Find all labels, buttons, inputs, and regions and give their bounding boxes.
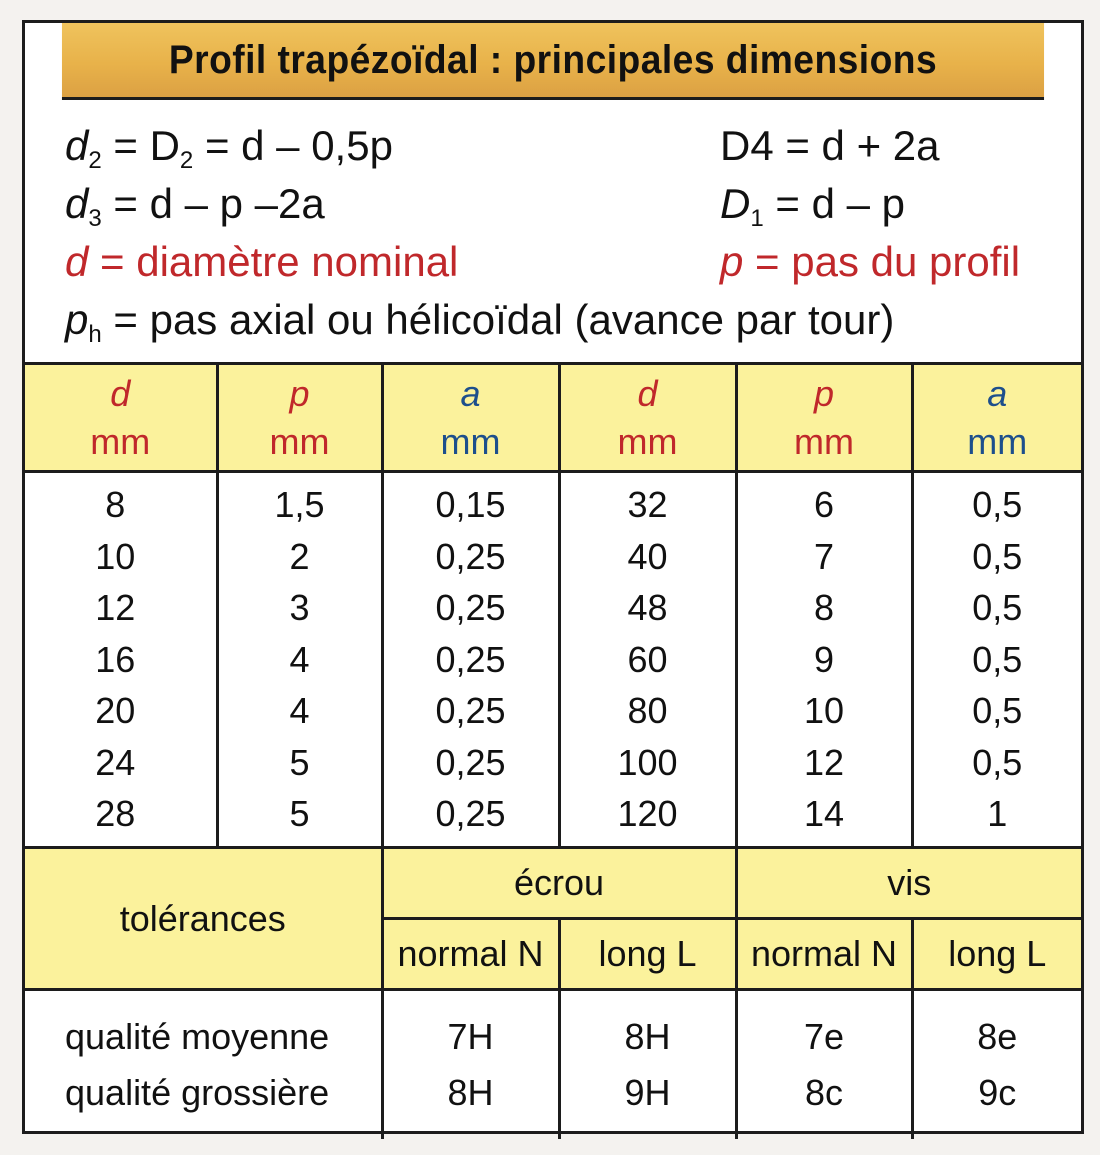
formula-D4: D4 = d + 2a <box>720 122 940 169</box>
cell-a-left: 0,25 <box>435 535 506 577</box>
column-d-right <box>559 472 736 848</box>
formula-d3-subscript: 3 <box>88 205 102 232</box>
formula-d3 <box>65 180 325 233</box>
tolerance-value: 9H <box>624 1072 671 1113</box>
tolerance-value: 7e <box>803 1016 845 1057</box>
tolerances-table <box>25 849 1081 1139</box>
cell-a-right: 0,5 <box>972 638 1023 680</box>
tolerance-value: 8H <box>624 1016 671 1057</box>
header-var: d <box>110 372 131 414</box>
formula-d2-expression: = d – 0,5p <box>193 122 393 169</box>
cell-p-left: 3 <box>289 587 310 629</box>
cell-d-right: 48 <box>627 587 668 629</box>
definition-ph-text: = pas axial ou hélicoïdal (avance par tour) <box>101 296 895 343</box>
cell-a-right: 1 <box>987 793 1008 835</box>
tolerance-value: 8H <box>447 1072 494 1113</box>
cell-a-right: 0,5 <box>972 483 1023 525</box>
header-var: p <box>813 372 835 414</box>
cell-p-right: 7 <box>813 535 835 577</box>
cell-p-left: 4 <box>289 638 310 680</box>
definition-d <box>65 238 458 286</box>
cell-a-right: 0,5 <box>972 741 1023 783</box>
column-p-right <box>736 472 912 848</box>
formula-d2-equals-D: = D <box>101 122 180 169</box>
ecrou-normal-header: normal N <box>382 919 559 990</box>
column-a-left <box>382 472 559 848</box>
cell-p-right: 10 <box>803 690 845 732</box>
formula-d3-expression: = d – p –2a <box>101 180 325 227</box>
formula-D1-subscript: 1 <box>750 205 764 232</box>
header-a-left <box>382 365 559 472</box>
cell-p-right: 14 <box>803 793 845 835</box>
ecrou-long-values <box>559 990 736 1140</box>
cell-a-left: 0,25 <box>435 587 506 629</box>
header-unit: mm <box>967 420 1028 462</box>
header-unit: mm <box>269 420 330 462</box>
ecrou-long-header: long L <box>559 919 736 990</box>
column-a-right <box>912 472 1081 848</box>
column-p-left <box>217 472 382 848</box>
header-var: a <box>987 372 1008 414</box>
table-title: Profil trapézoïdal : principales dimensions <box>62 23 1044 100</box>
formula-d3-symbol: d <box>65 180 89 227</box>
definition-p-text: = pas du profil <box>743 238 1021 285</box>
cell-p-left: 5 <box>289 793 310 835</box>
tolerances-header-row <box>25 849 1081 919</box>
header-p-right <box>736 365 912 472</box>
dimensions-data-row <box>25 472 1081 848</box>
formula-d2-subscript: 2 <box>88 147 102 174</box>
formula-block <box>25 100 1081 365</box>
cell-d-left: 10 <box>95 535 136 577</box>
dimension-table-sheet <box>22 20 1084 1134</box>
cell-p-left: 2 <box>289 535 310 577</box>
header-unit: mm <box>90 420 151 462</box>
cell-a-right: 0,5 <box>972 587 1023 629</box>
header-unit: mm <box>440 420 501 462</box>
vis-long-values <box>912 990 1081 1140</box>
cell-d-left: 8 <box>105 483 126 525</box>
cell-d-right: 60 <box>627 638 668 680</box>
cell-a-left: 0,25 <box>435 741 506 783</box>
cell-a-left: 0,25 <box>435 638 506 680</box>
cell-a-left: 0,25 <box>435 690 506 732</box>
dimensions-header-row <box>25 365 1081 472</box>
formula-D2-subscript: 2 <box>179 147 194 174</box>
vis-normal-header: normal N <box>736 919 912 990</box>
tolerance-value: 9c <box>978 1072 1017 1113</box>
formula-D1-symbol: D <box>720 180 751 227</box>
cell-d-right: 32 <box>627 483 668 525</box>
cell-d-left: 12 <box>95 587 136 629</box>
ecrou-normal-values <box>382 990 559 1140</box>
cell-d-left: 24 <box>95 741 136 783</box>
header-a-right <box>912 365 1081 472</box>
cell-d-left: 20 <box>95 690 136 732</box>
cell-a-right: 0,5 <box>972 535 1023 577</box>
vis-normal-values <box>736 990 912 1140</box>
vis-long-header: long L <box>912 919 1081 990</box>
cell-p-right: 6 <box>813 483 835 525</box>
cell-d-right: 100 <box>617 741 678 783</box>
cell-a-left: 0,25 <box>435 793 506 835</box>
cell-p-left: 4 <box>289 690 310 732</box>
definition-p <box>720 238 1020 286</box>
header-var: p <box>289 372 310 414</box>
header-d-right <box>559 365 736 472</box>
cell-d-left: 16 <box>95 638 136 680</box>
vis-header: vis <box>736 849 1081 919</box>
header-var: a <box>460 372 481 414</box>
header-p-left <box>217 365 382 472</box>
cell-p-left: 5 <box>289 741 310 783</box>
header-d-left <box>25 365 217 472</box>
cell-p-right: 8 <box>813 587 835 629</box>
cell-a-right: 0,5 <box>972 690 1023 732</box>
tolerances-label: tolérances <box>25 849 382 990</box>
cell-p-right: 9 <box>813 638 835 680</box>
cell-d-right: 120 <box>617 793 678 835</box>
definition-ph <box>65 296 894 349</box>
tolerance-value: 8e <box>977 1016 1018 1057</box>
definition-p-symbol: p <box>720 238 744 285</box>
cell-d-right: 80 <box>627 690 668 732</box>
cell-d-left: 28 <box>95 793 136 835</box>
formula-d2 <box>65 122 393 175</box>
formula-D1 <box>720 180 905 233</box>
ecrou-header: écrou <box>382 849 736 919</box>
header-var: d <box>637 372 658 414</box>
tolerance-value: 8c <box>804 1072 844 1113</box>
quality-grossiere-label: qualité grossière <box>65 1072 330 1113</box>
cell-d-right: 40 <box>627 535 668 577</box>
cell-p-left: 1,5 <box>274 483 325 525</box>
header-unit: mm <box>794 420 854 462</box>
dimensions-table <box>25 365 1081 849</box>
header-unit: mm <box>617 420 678 462</box>
column-d-left <box>25 472 217 848</box>
definition-d-symbol: d <box>65 238 89 285</box>
definition-ph-symbol: p <box>65 296 89 343</box>
quality-names <box>25 990 382 1140</box>
definition-ph-subscript: h <box>88 321 102 348</box>
quality-row <box>25 990 1081 1140</box>
definition-d-text: = diamètre nominal <box>88 238 459 285</box>
formula-d2-symbol: d <box>65 122 89 169</box>
tolerance-value: 7H <box>447 1016 494 1057</box>
cell-p-right: 12 <box>803 741 845 783</box>
formula-D1-expression: = d – p <box>763 180 905 227</box>
quality-moyenne-label: qualité moyenne <box>65 1016 330 1057</box>
cell-a-left: 0,15 <box>435 483 506 525</box>
